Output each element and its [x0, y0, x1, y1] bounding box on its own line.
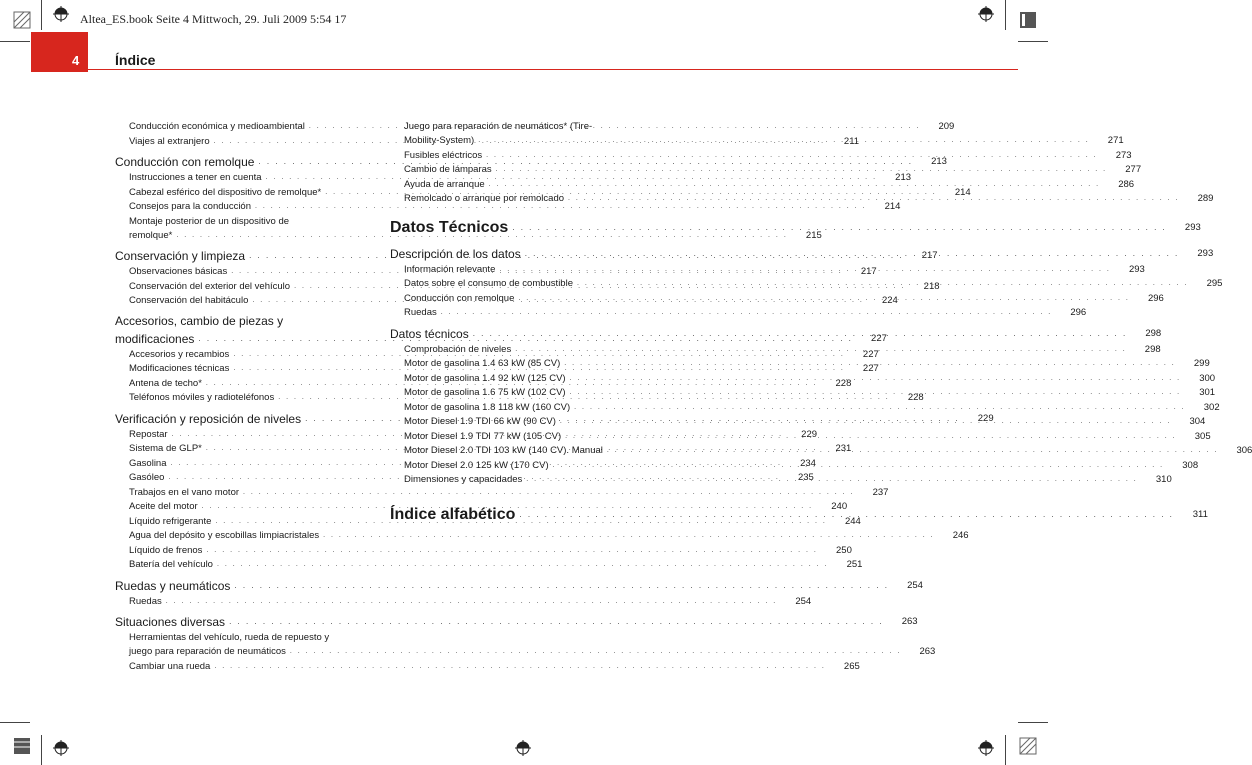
- toc-section[interactable]: Conservación y limpieza . . . 217: [115, 247, 378, 265]
- print-header: Altea_ES.book Seite 4 Mittwoch, 29. Juli 2009 5:54 17: [80, 12, 347, 26]
- header-rule: [31, 69, 1018, 70]
- crop-mark: [41, 735, 42, 765]
- toc-entry[interactable]: Instrucciones a tener en cuenta . . . 213: [115, 171, 378, 186]
- toc-entry[interactable]: Gasóleo . . . 235: [115, 471, 378, 486]
- toc-section[interactable]: Descripción de los datos . . . 293: [390, 245, 652, 263]
- toc-entry[interactable]: Motor de gasolina 1.4 63 kW (85 CV) . . . 299: [390, 357, 652, 372]
- toc-chapter[interactable]: Índice alfabético . . . 311: [390, 504, 652, 526]
- toc-entry[interactable]: Motor de gasolina 1.8 118 kW (160 CV) . . . 302: [390, 401, 652, 416]
- toc-entry[interactable]: Sistema de GLP* . . . 231: [115, 442, 378, 457]
- toc-entry[interactable]: Comprobación de niveles . . . 298: [390, 343, 652, 358]
- toc-entry[interactable]: Conservación del habitáculo . . . 224: [115, 294, 378, 309]
- toc-entry[interactable]: Viajes al extranjero . . . 211: [115, 135, 378, 150]
- toc-entry[interactable]: Fusibles eléctricos . . . 273: [390, 149, 652, 164]
- toc-entry[interactable]: Batería del vehículo . . . 251: [115, 558, 378, 573]
- toc-entry[interactable]: Motor de gasolina 1.6 75 kW (102 CV) . . . 301: [390, 386, 652, 401]
- crop-mark: [1018, 722, 1048, 723]
- toc-chapter[interactable]: Datos Técnicos . . . 293: [390, 217, 652, 239]
- toc-entry[interactable]: Líquido refrigerante . . . 244: [115, 515, 378, 530]
- toc-entry-line[interactable]: Juego para reparación de neumáticos* (Tire-: [404, 121, 593, 132]
- toc-entry[interactable]: Conducción económica y medioambiental . . . 209: [115, 120, 378, 135]
- color-bar-icon: [14, 12, 30, 28]
- toc-entry[interactable]: Ruedas . . . 296: [390, 306, 652, 321]
- color-bar-icon: [14, 738, 30, 754]
- toc-entry[interactable]: Remolcado o arranque por remolcado . . . 289: [390, 192, 652, 207]
- toc-entry[interactable]: Motor Diesel 1.9 TDI 77 kW (105 CV) . . . 305: [390, 430, 652, 445]
- toc-entry[interactable]: Conducción con remolque . . . 296: [390, 292, 652, 307]
- toc-section[interactable]: Conducción con remolque . . . 213: [115, 153, 378, 171]
- color-bar-icon: [1020, 738, 1036, 754]
- toc-section[interactable]: Situaciones diversas . . . 263: [115, 613, 378, 631]
- registration-mark-icon: [978, 740, 994, 756]
- page-title: Índice: [115, 52, 156, 68]
- toc-entry[interactable]: Agua del depósito y escobillas limpiacristales . . . 246: [115, 529, 378, 544]
- toc-entry-line[interactable]: Herramientas del vehículo, rueda de repuesto y: [129, 632, 330, 643]
- toc-entry[interactable]: juego para reparación de neumáticos . . . 263: [115, 645, 378, 660]
- toc-entry[interactable]: Antena de techo* . . . 228: [115, 377, 378, 392]
- toc-entry[interactable]: Motor Diesel 2.0 125 kW (170 CV) . . . 308: [390, 459, 652, 474]
- crop-mark: [41, 0, 42, 30]
- page-number-tab: [31, 32, 88, 72]
- toc-entry[interactable]: Datos sobre el consumo de combustible . . . 295: [390, 277, 652, 292]
- toc-entry[interactable]: Cambiar una rueda . . . 265: [115, 660, 378, 675]
- toc-entry[interactable]: Motor Diesel 1.9 TDI 66 kW (90 CV) . . . 304: [390, 415, 652, 430]
- toc-entry[interactable]: Repostar . . . 229: [115, 428, 378, 443]
- registration-mark-icon: [978, 6, 994, 22]
- toc-section[interactable]: Ruedas y neumáticos . . . 254: [115, 577, 378, 595]
- registration-mark-icon: [53, 740, 69, 756]
- crop-mark: [1005, 0, 1006, 30]
- crop-mark: [0, 41, 30, 42]
- toc-entry[interactable]: Dimensiones y capacidades . . . 310: [390, 473, 652, 488]
- crop-mark: [1018, 41, 1048, 42]
- toc-entry[interactable]: Modificaciones técnicas . . . 227: [115, 362, 378, 377]
- toc-entry[interactable]: Líquido de frenos . . . 250: [115, 544, 378, 559]
- registration-mark-icon: [53, 6, 69, 22]
- page-number: 4: [72, 53, 80, 68]
- toc-entry[interactable]: Observaciones básicas . . . 217: [115, 265, 378, 280]
- registration-mark-icon: [515, 740, 531, 756]
- toc-section-line[interactable]: Accesorios, cambio de piezas y: [115, 313, 284, 328]
- toc-entry[interactable]: Accesorios y recambios . . . 227: [115, 348, 378, 363]
- toc-entry[interactable]: Información relevante . . . 293: [390, 263, 652, 278]
- toc-entry[interactable]: Conservación del exterior del vehículo . . . 218: [115, 280, 378, 295]
- toc-entry[interactable]: Cambio de lámparas . . . 277: [390, 163, 652, 178]
- toc-entry[interactable]: Ruedas . . . 254: [115, 595, 378, 610]
- toc-entry[interactable]: Motor de gasolina 1.4 92 kW (125 CV) . . . 300: [390, 372, 652, 387]
- color-bar-icon: [1020, 12, 1036, 28]
- toc-entry[interactable]: Ayuda de arranque . . . 286: [390, 178, 652, 193]
- toc-entry[interactable]: Aceite del motor . . . 240: [115, 500, 378, 515]
- toc-entry[interactable]: Cabezal esférico del dispositivo de remolque* . . . 214: [115, 186, 378, 201]
- toc-entry[interactable]: Mobility-System) . . . 271: [390, 134, 652, 149]
- toc-section[interactable]: Verificación y reposición de niveles . . . 229: [115, 410, 378, 428]
- crop-mark: [1005, 735, 1006, 765]
- toc-entry[interactable]: Gasolina . . . 234: [115, 457, 378, 472]
- toc-entry[interactable]: remolque* . . . 215: [115, 229, 378, 244]
- toc-section[interactable]: Datos técnicos . . . 298: [390, 325, 652, 343]
- toc-entry[interactable]: Trabajos en el vano motor . . . 237: [115, 486, 378, 501]
- toc-entry-line[interactable]: Montaje posterior de un dispositivo de: [129, 215, 290, 227]
- toc-entry[interactable]: Teléfonos móviles y radioteléfonos . . . 228: [115, 391, 378, 406]
- toc-entry[interactable]: Motor Diesel 2.0 TDI 103 kW (140 CV). Manual . . . 306: [390, 444, 652, 459]
- toc-entry[interactable]: Consejos para la conducción . . . 214: [115, 200, 378, 215]
- crop-mark: [0, 722, 30, 723]
- toc-section[interactable]: modificaciones . . . 227: [115, 330, 378, 348]
